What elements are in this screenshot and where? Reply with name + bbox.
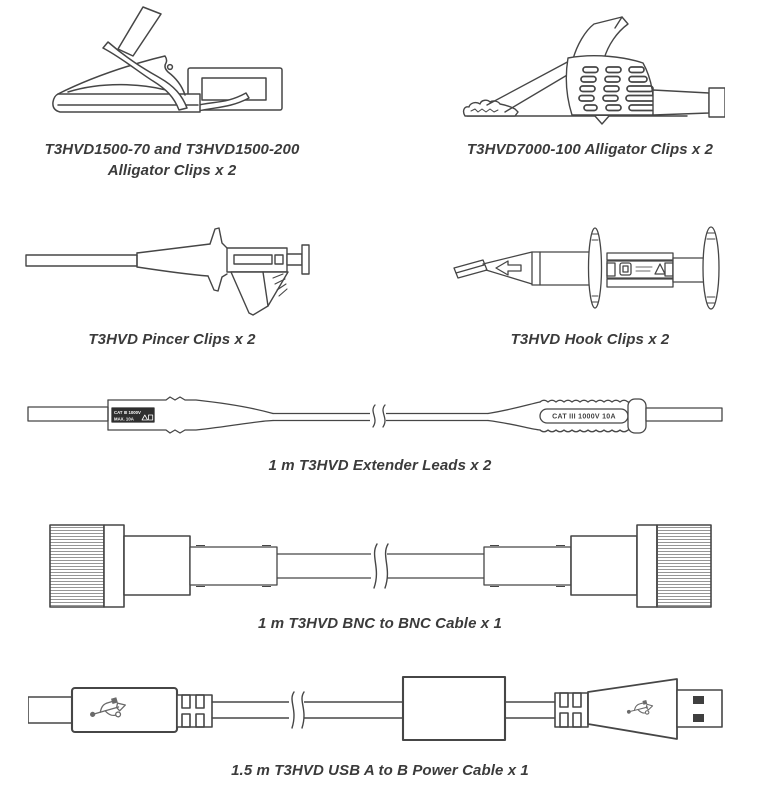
- grip: [231, 272, 288, 315]
- figure-caption-hook: T3HVD Hook Clips x 2: [510, 331, 670, 348]
- figure-caption-usb: 1.5 m T3HVD USB A to B Power Cable x 1: [231, 762, 529, 779]
- probe-shaft: [26, 255, 137, 266]
- svg-text:CAT III 1000V: CAT III 1000V: [114, 410, 141, 415]
- strain-relief: [177, 695, 212, 727]
- plunger-rod: [287, 254, 302, 265]
- bnc-cable-illustration: [48, 523, 713, 609]
- figure-caption-extender: 1 m T3HVD Extender Leads x 2: [268, 457, 492, 474]
- figure-caption-alligator-1500: [30, 139, 314, 181]
- figure-caption-alligator-7000: T3HVD7000-100 Alligator Clips x 2: [466, 141, 714, 158]
- usb-a-connector: [588, 679, 677, 739]
- alligator-clip-7000-illustration: [455, 12, 725, 127]
- arrow-left-icon: [496, 261, 521, 275]
- figure-caption-bnc: 1 m T3HVD BNC to BNC Cable x 1: [258, 615, 502, 632]
- usb-cable-illustration: [28, 675, 728, 745]
- svg-text:CAT III 1000V 10A: CAT III 1000V 10A: [552, 413, 616, 421]
- rating-label: [607, 253, 673, 287]
- alligator-clip-1500-illustration: [48, 6, 288, 128]
- caption-line: Alligator Clips x 2: [107, 162, 237, 179]
- knurl-texture: [50, 525, 104, 607]
- strain-relief: [555, 693, 588, 727]
- usb-b-connector: [72, 688, 177, 732]
- caption-line: T3HVD1500-70 and T3HVD1500-200: [44, 141, 300, 158]
- lever-arm: [118, 7, 161, 56]
- extender-lead-illustration: [20, 393, 730, 439]
- hook-clip-illustration: [450, 222, 725, 314]
- svg-text:MAX. 10A: MAX. 10A: [114, 416, 134, 422]
- ferrite-bead: [403, 677, 505, 740]
- knurl-texture: [657, 525, 711, 607]
- rating-label-left: [112, 408, 154, 422]
- pincer-clip-illustration: [25, 218, 315, 318]
- figure-caption-pincer: T3HVD Pincer Clips x 2: [88, 331, 256, 348]
- plunger-cap: [302, 245, 309, 274]
